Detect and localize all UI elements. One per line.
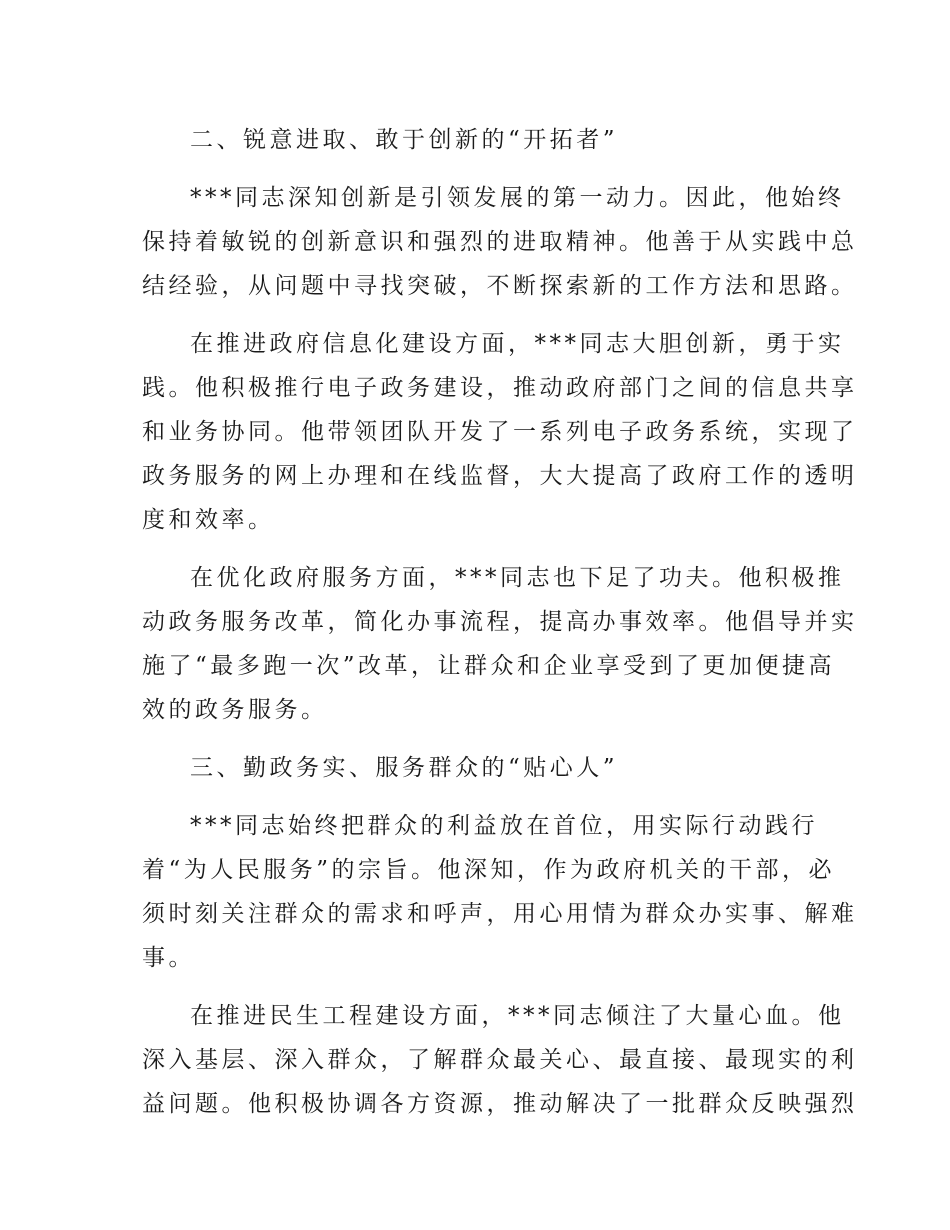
document-body [142,118,858,1140]
paragraph-line: 动政务服务改革，简化办事流程，提高办事效率。他倡导并实 [142,609,858,635]
paragraph [142,804,858,980]
paragraph-line: 度和效率。 [142,507,275,533]
paragraph-line: 着“为人民服务”的宗旨。他深知，作为政府机关的干部，必 [142,857,836,883]
paragraph-line: ***同志深知创新是引领发展的第一动力。因此，他始终 [190,185,845,211]
paragraph [142,176,858,308]
paragraph-line: 保持着敏锐的创新意识和强烈的进取精神。他善于从实践中总 [142,229,858,255]
heading-text: 三、勤政务实、服务群众的“贴心人” [190,755,619,781]
paragraph-line: 在优化政府服务方面，***同志也下足了功夫。他积极推 [190,565,845,591]
paragraph [142,322,858,542]
paragraph-line: 须时刻关注群众的需求和呼声，用心用情为群众办实事、解难 [142,901,858,927]
section-heading [142,746,812,790]
paragraph-line: 政务服务的网上办理和在线监督，大大提高了政府工作的透明 [142,463,858,489]
paragraph-line: 事。 [142,945,195,971]
paragraph-line: 效的政务服务。 [142,697,328,723]
paragraph-line: 在推进政府信息化建设方面，***同志大胆创新，勇于实 [190,331,845,357]
paragraph-line: 和业务协同。他带领团队开发了一系列电子政务系统，实现了 [142,419,858,445]
paragraph-line: 深入基层、深入群众，了解群众最关心、最直接、最现实的利 [142,1047,858,1073]
paragraph [142,556,858,732]
paragraph [142,994,858,1126]
paragraph-line: ***同志始终把群众的利益放在首位，用实际行动践行 [190,813,818,839]
paragraph-line: 结经验，从问题中寻找突破，不断探索新的工作方法和思路。 [142,273,858,299]
paragraph-line: 在推进民生工程建设方面，***同志倾注了大量心血。他 [190,1003,845,1029]
paragraph-line: 施了“最多跑一次”改革，让群众和企业享受到了更加便捷高 [142,653,836,679]
paragraph-line: 践。他积极推行电子政务建设，推动政府部门之间的信息共享 [142,375,858,401]
heading-text: 二、锐意进取、敢于创新的“开拓者” [190,127,619,153]
section-heading [142,118,812,162]
paragraph-line: 益问题。他积极协调各方资源，推动解决了一批群众反映强烈 [142,1091,858,1117]
